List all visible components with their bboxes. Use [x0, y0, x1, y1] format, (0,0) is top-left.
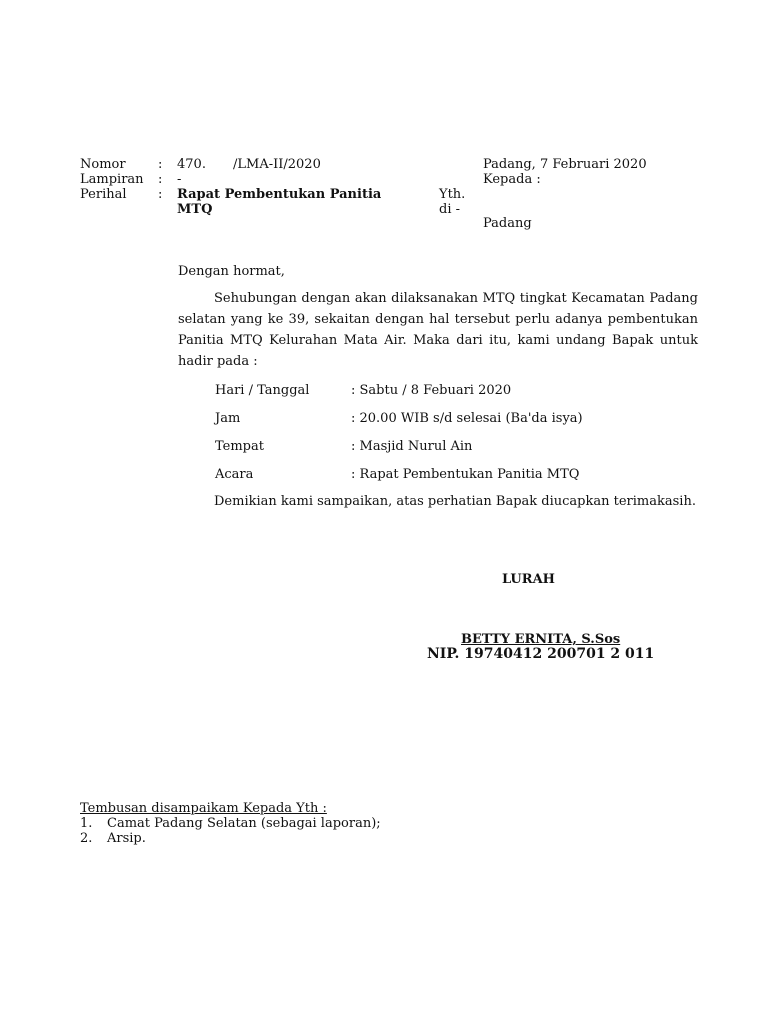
cc-item-text: Arsip. [107, 831, 146, 846]
lampiran-colon: : [158, 172, 163, 187]
cc-item-text: Camat Padang Selatan (sebagai laporan); [107, 816, 381, 831]
signature-name: BETTY ERNITA, S.Sos [461, 632, 621, 647]
agenda-value-place: : Masjid Nurul Ain [351, 439, 473, 454]
perihal-colon: : [158, 187, 163, 202]
agenda-label-event: Acara [215, 467, 254, 482]
nomor-number: 470. [177, 157, 206, 172]
lampiran-label: Lampiran [80, 172, 144, 187]
agenda-value-time: : 20.00 WIB s/d selesai (Ba'da isya) [351, 411, 583, 426]
agenda-value-event: : Rapat Pembentukan Panitia MTQ [351, 467, 580, 482]
agenda-value-date: : Sabtu / 8 Febuari 2020 [351, 383, 512, 398]
paragraph-closing: Demikian kami sampaikan, atas perhatian Bapak diucapkan terimakasih. [214, 494, 696, 509]
agenda-label-date: Hari / Tanggal [215, 383, 310, 398]
di-label: di - [439, 202, 461, 217]
paragraph-intro: Sehubungan dengan akan dilaksanakan MTQ tingkat Kecamatan Padang selatan yang ke 39, sekaitan dengan hal tersebut perlu adanya pembentukan Panitia MTQ Kelurahan Mata Air. Maka dari itu, kami undang Bapak untuk hadir pada : [178, 291, 698, 369]
lampiran-value: - [177, 172, 182, 187]
signature-title: LURAH [502, 572, 555, 587]
signature-nip: NIP. 19740412 200701 2 011 [427, 646, 655, 662]
cc-item-number: 2. [80, 831, 93, 846]
nomor-label: Nomor [80, 157, 126, 172]
perihal-line2: MTQ [177, 202, 213, 217]
perihal-label: Perihal [80, 187, 127, 202]
agenda-label-time: Jam [215, 411, 241, 426]
nomor-code: /LMA-II/2020 [233, 157, 321, 172]
agenda-label-place: Tempat [215, 439, 264, 454]
yth-label: Yth. [439, 187, 466, 202]
perihal-line1: Rapat Pembentukan Panitia [177, 187, 382, 202]
kepada-label: Kepada : [483, 172, 541, 187]
salutation: Dengan hormat, [178, 264, 285, 279]
place-date: Padang, 7 Februari 2020 [483, 157, 647, 172]
destination: Padang [483, 216, 532, 231]
cc-heading: Tembusan disampaikam Kepada Yth : [80, 801, 327, 816]
cc-item-number: 1. [80, 816, 93, 831]
nomor-colon: : [158, 157, 163, 172]
